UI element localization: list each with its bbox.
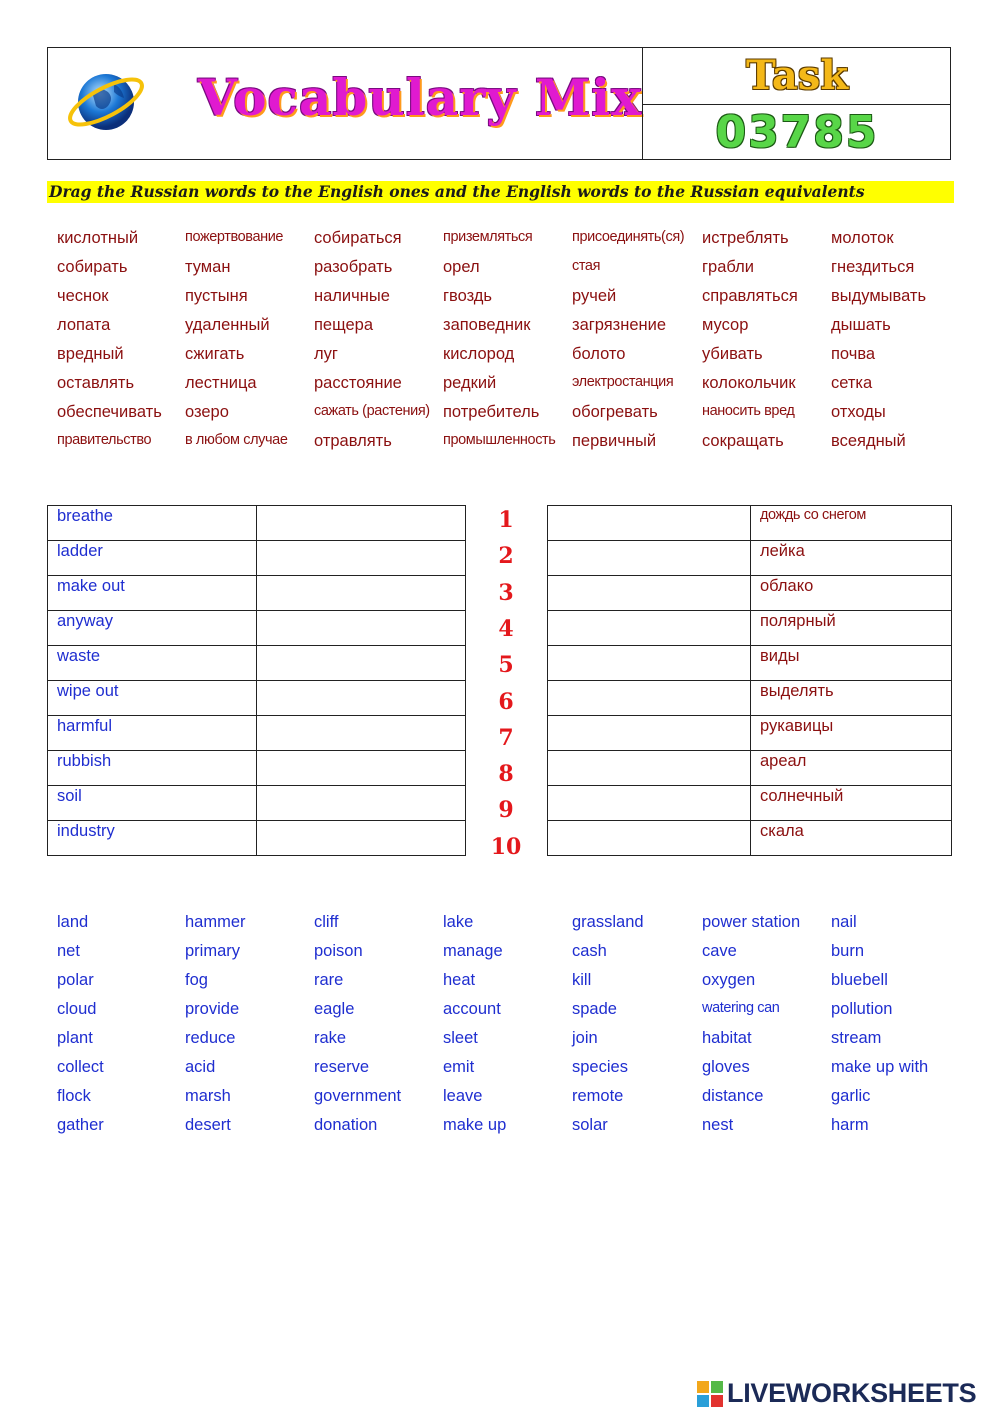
draggable-word[interactable]: собираться	[314, 229, 402, 247]
draggable-word[interactable]: промышленность	[443, 432, 556, 448]
draggable-word[interactable]: расстояние	[314, 374, 402, 392]
draggable-word[interactable]: оставлять	[57, 374, 135, 392]
draggable-word[interactable]: справляться	[702, 287, 798, 305]
russian-word-cell: виды	[751, 646, 952, 681]
russian-matching-table	[547, 505, 952, 856]
draggable-word[interactable]: burn	[831, 942, 865, 960]
draggable-word[interactable]: government	[314, 1087, 402, 1105]
draggable-word[interactable]: луг	[314, 345, 338, 363]
draggable-word[interactable]: в любом случае	[185, 432, 288, 448]
answer-drop-zone[interactable]	[548, 611, 751, 646]
answer-drop-zone[interactable]	[548, 786, 751, 821]
russian-word-cell: полярный	[751, 611, 952, 646]
table-row	[48, 646, 466, 681]
instruction-text: Drag the Russian words to the English ones and the English words to the Russian equivalents	[47, 181, 954, 203]
english-word-cell: make out	[48, 576, 257, 611]
draggable-word[interactable]: дышать	[831, 316, 891, 334]
draggable-word[interactable]: oxygen	[702, 971, 756, 989]
draggable-word[interactable]: собирать	[57, 258, 128, 276]
draggable-word[interactable]: solar	[572, 1116, 608, 1134]
table-row	[548, 576, 952, 611]
answer-drop-zone[interactable]	[548, 506, 751, 541]
draggable-word[interactable]: сажать (растения)	[314, 403, 430, 419]
draggable-word[interactable]: polar	[57, 971, 94, 989]
draggable-word[interactable]: пустыня	[185, 287, 248, 305]
draggable-word[interactable]: чеснок	[57, 287, 109, 305]
draggable-word[interactable]: hammer	[185, 913, 246, 931]
english-word-cell: soil	[48, 786, 257, 821]
word-bank-row	[57, 345, 957, 374]
worksheet-header	[47, 47, 951, 160]
answer-drop-zone[interactable]	[257, 646, 466, 681]
russian-word-cell: выделять	[751, 681, 952, 716]
draggable-word[interactable]: heat	[443, 971, 476, 989]
english-word-cell: wipe out	[48, 681, 257, 716]
task-label: Task	[745, 52, 849, 99]
draggable-word[interactable]: болото	[572, 345, 626, 363]
draggable-word[interactable]: join	[572, 1029, 598, 1047]
draggable-word[interactable]: выдумывать	[831, 287, 927, 305]
draggable-word[interactable]: gather	[57, 1116, 104, 1134]
task-number: 03785	[715, 107, 879, 158]
row-number: 2	[498, 543, 514, 570]
row-number: 1	[498, 507, 514, 533]
draggable-word[interactable]: cliff	[314, 913, 339, 931]
draggable-word[interactable]: make up with	[831, 1058, 929, 1076]
table-row	[48, 506, 466, 541]
draggable-word[interactable]: озеро	[185, 403, 229, 421]
draggable-word[interactable]: мусор	[702, 316, 749, 334]
draggable-word[interactable]: кислород	[443, 345, 515, 363]
answer-drop-zone[interactable]	[257, 681, 466, 716]
word-bank-row	[57, 229, 957, 258]
word-bank-row	[57, 258, 957, 287]
draggable-word[interactable]: загрязнение	[572, 316, 667, 334]
draggable-word[interactable]: eagle	[314, 1000, 355, 1018]
table-row	[48, 681, 466, 716]
answer-drop-zone[interactable]	[548, 576, 751, 611]
table-row	[48, 576, 466, 611]
draggable-word[interactable]: колокольчик	[702, 374, 796, 392]
draggable-word[interactable]: истреблять	[702, 229, 789, 247]
draggable-word[interactable]: заповедник	[443, 316, 531, 334]
draggable-word[interactable]: пещера	[314, 316, 374, 334]
draggable-word[interactable]: reserve	[314, 1058, 370, 1076]
draggable-word[interactable]: отходы	[831, 403, 886, 421]
draggable-word[interactable]: collect	[57, 1058, 104, 1076]
answer-drop-zone[interactable]	[257, 821, 466, 856]
draggable-word[interactable]: отравлять	[314, 432, 392, 450]
word-bank-row	[57, 942, 957, 971]
liveworksheets-logo-icon	[697, 1381, 723, 1407]
word-bank-row	[57, 1087, 957, 1116]
word-bank-row	[57, 971, 957, 1000]
english-word-cell: industry	[48, 821, 257, 856]
row-number: 9	[498, 797, 514, 824]
draggable-word[interactable]: stream	[831, 1029, 882, 1047]
table-row	[548, 716, 952, 751]
draggable-word[interactable]: cash	[572, 942, 607, 960]
header-divider	[642, 104, 950, 105]
answer-drop-zone[interactable]	[257, 576, 466, 611]
answer-drop-zone[interactable]	[257, 611, 466, 646]
english-word-cell: anyway	[48, 611, 257, 646]
table-row	[548, 541, 952, 576]
draggable-word[interactable]: spade	[572, 1000, 617, 1018]
english-word-cell: breathe	[48, 506, 257, 541]
draggable-word[interactable]: почва	[831, 345, 876, 363]
row-number: 3	[498, 579, 514, 606]
row-number: 5	[498, 652, 514, 679]
row-number: 10	[490, 833, 522, 860]
draggable-word[interactable]: nest	[702, 1116, 734, 1134]
row-number: 6	[498, 688, 514, 715]
draggable-word[interactable]: приземляться	[443, 229, 533, 245]
table-row	[548, 681, 952, 716]
draggable-word[interactable]: reduce	[185, 1029, 236, 1047]
russian-word-cell: облако	[751, 576, 952, 611]
table-row	[48, 716, 466, 751]
draggable-word[interactable]: habitat	[702, 1029, 752, 1047]
brand-name: LIVEWORKSHEETS	[727, 1378, 977, 1408]
table-row	[48, 786, 466, 821]
draggable-word[interactable]: grassland	[572, 913, 644, 931]
draggable-word[interactable]: пожертвование	[185, 229, 284, 245]
draggable-word[interactable]: emit	[443, 1058, 475, 1076]
draggable-word[interactable]: cave	[702, 942, 737, 960]
word-bank-row	[57, 432, 957, 461]
draggable-word[interactable]: gloves	[702, 1058, 750, 1076]
draggable-word[interactable]: редкий	[443, 374, 497, 392]
russian-word-cell: скала	[751, 821, 952, 856]
row-number: 7	[498, 724, 514, 751]
answer-drop-zone[interactable]	[257, 716, 466, 751]
draggable-word[interactable]: сжигать	[185, 345, 245, 363]
draggable-word[interactable]: donation	[314, 1116, 378, 1134]
draggable-word[interactable]: молоток	[831, 229, 894, 247]
draggable-word[interactable]: pollution	[831, 1000, 893, 1018]
draggable-word[interactable]: nail	[831, 913, 857, 931]
draggable-word[interactable]: гнездиться	[831, 258, 915, 276]
draggable-word[interactable]: distance	[702, 1087, 764, 1105]
draggable-word[interactable]: разобрать	[314, 258, 393, 276]
answer-drop-zone[interactable]	[548, 681, 751, 716]
draggable-word[interactable]: marsh	[185, 1087, 231, 1105]
draggable-word[interactable]: кислотный	[57, 229, 139, 247]
draggable-word[interactable]: garlic	[831, 1087, 871, 1105]
answer-drop-zone[interactable]	[548, 751, 751, 786]
answer-drop-zone[interactable]	[548, 646, 751, 681]
answer-drop-zone[interactable]	[257, 786, 466, 821]
draggable-word[interactable]: account	[443, 1000, 501, 1018]
english-matching-table	[47, 505, 466, 856]
word-bank-row	[57, 403, 957, 432]
english-word-cell: rubbish	[48, 751, 257, 786]
draggable-word[interactable]: всеядный	[831, 432, 906, 450]
word-bank-row	[57, 1116, 957, 1145]
draggable-word[interactable]: manage	[443, 942, 503, 960]
draggable-word[interactable]: сокращать	[702, 432, 784, 450]
draggable-word[interactable]: land	[57, 913, 89, 931]
table-row	[48, 821, 466, 856]
draggable-word[interactable]: harm	[831, 1116, 869, 1134]
table-row	[548, 611, 952, 646]
draggable-word[interactable]: туман	[185, 258, 231, 276]
word-bank-row	[57, 374, 957, 403]
draggable-word[interactable]: cloud	[57, 1000, 97, 1018]
liveworksheets-logo	[697, 1378, 997, 1410]
answer-drop-zone[interactable]	[548, 541, 751, 576]
draggable-word[interactable]: убивать	[702, 345, 763, 363]
draggable-word[interactable]: power station	[702, 913, 801, 931]
word-bank-row	[57, 316, 957, 345]
english-word-cell: waste	[48, 646, 257, 681]
word-bank-row	[57, 913, 957, 942]
draggable-word[interactable]: fog	[185, 971, 208, 989]
answer-drop-zone[interactable]	[257, 751, 466, 786]
draggable-word[interactable]: электростанция	[572, 374, 674, 390]
draggable-word[interactable]: присоединять(ся)	[572, 229, 685, 245]
russian-word-cell: дождь со снегом	[751, 506, 952, 541]
row-number: 4	[498, 615, 514, 642]
draggable-word[interactable]: primary	[185, 942, 241, 960]
draggable-word[interactable]: потребитель	[443, 403, 540, 421]
draggable-word[interactable]: bluebell	[831, 971, 888, 989]
draggable-word[interactable]: sleet	[443, 1029, 478, 1047]
draggable-word[interactable]: plant	[57, 1029, 93, 1047]
table-row	[548, 506, 952, 541]
draggable-word[interactable]: species	[572, 1058, 628, 1076]
draggable-word[interactable]: обеспечивать	[57, 403, 162, 421]
draggable-word[interactable]: правительство	[57, 432, 152, 448]
draggable-word[interactable]: lake	[443, 913, 474, 931]
draggable-word[interactable]: acid	[185, 1058, 216, 1076]
draggable-word[interactable]: обогревать	[572, 403, 658, 421]
globe-icon	[64, 62, 148, 138]
draggable-word[interactable]: лестница	[185, 374, 257, 392]
page-title: Vocabulary Mix	[198, 68, 643, 127]
word-bank-row	[57, 1000, 957, 1029]
russian-word-cell: рукавицы	[751, 716, 952, 751]
table-row	[548, 786, 952, 821]
answer-drop-zone[interactable]	[548, 716, 751, 751]
draggable-word[interactable]: kill	[572, 971, 592, 989]
draggable-word[interactable]: make up	[443, 1116, 507, 1134]
draggable-word[interactable]: наносить вред	[702, 403, 795, 419]
word-bank-row	[57, 1058, 957, 1087]
draggable-word[interactable]: удаленный	[185, 316, 270, 334]
draggable-word[interactable]: rare	[314, 971, 344, 989]
draggable-word[interactable]: rake	[314, 1029, 347, 1047]
draggable-word[interactable]: сетка	[831, 374, 873, 392]
draggable-word[interactable]: орел	[443, 258, 480, 276]
row-number: 8	[498, 761, 514, 788]
draggable-word[interactable]: грабли	[702, 258, 754, 276]
english-word-cell: ladder	[48, 541, 257, 576]
draggable-word[interactable]: watering can	[702, 1000, 780, 1016]
table-row	[48, 751, 466, 786]
russian-word-cell: лейка	[751, 541, 952, 576]
table-row	[548, 646, 952, 681]
draggable-word[interactable]: первичный	[572, 432, 657, 450]
draggable-word[interactable]: стая	[572, 258, 601, 274]
word-bank-row	[57, 287, 957, 316]
russian-word-cell: солнечный	[751, 786, 952, 821]
draggable-word[interactable]: гвоздь	[443, 287, 493, 305]
draggable-word[interactable]: provide	[185, 1000, 240, 1018]
draggable-word[interactable]: лопата	[57, 316, 111, 334]
draggable-word[interactable]: net	[57, 942, 80, 960]
table-row	[48, 541, 466, 576]
draggable-word[interactable]: leave	[443, 1087, 483, 1105]
draggable-word[interactable]: poison	[314, 942, 363, 960]
table-row	[48, 611, 466, 646]
draggable-word[interactable]: ручей	[572, 287, 617, 305]
word-bank-row	[57, 1029, 957, 1058]
table-row	[548, 821, 952, 856]
answer-drop-zone[interactable]	[257, 541, 466, 576]
russian-word-cell: ареал	[751, 751, 952, 786]
draggable-word[interactable]: наличные	[314, 287, 390, 305]
table-row	[548, 751, 952, 786]
answer-drop-zone[interactable]	[548, 821, 751, 856]
draggable-word[interactable]: remote	[572, 1087, 624, 1105]
draggable-word[interactable]: вредный	[57, 345, 124, 363]
draggable-word[interactable]: flock	[57, 1087, 91, 1105]
answer-drop-zone[interactable]	[257, 506, 466, 541]
draggable-word[interactable]: desert	[185, 1116, 231, 1134]
english-word-cell: harmful	[48, 716, 257, 751]
